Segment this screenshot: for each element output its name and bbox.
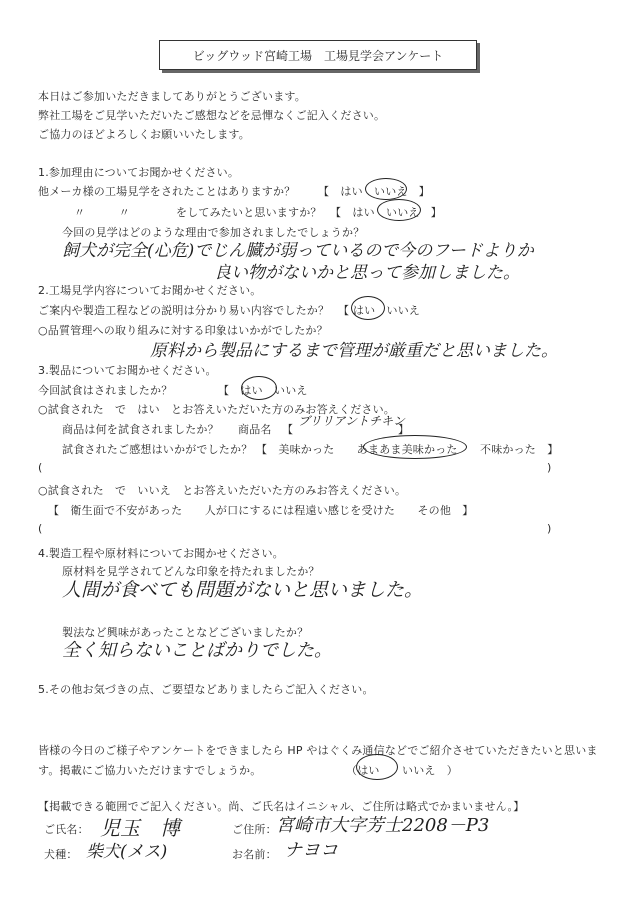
section-4-heading: 4.製造工程や原材料についてお聞かせください。	[38, 547, 284, 560]
answer-circle-mark	[351, 296, 385, 320]
s4-question-2: 製法など興味があったことなどございましたか？	[62, 626, 309, 639]
section-1-heading: 1.参加理由についてお聞かせください。	[38, 166, 240, 179]
s3-paren-open-1: (	[38, 461, 43, 474]
footer-dogname-value: ナヨコ	[284, 840, 338, 861]
s3-bracket-open: 【	[282, 423, 294, 436]
closing-line-2: す。掲載にご協力いただけますでしょうか。	[38, 764, 262, 777]
intro-line-3: ご協力のほどよろしくお願いいたします。	[38, 128, 250, 141]
s1-answer-3-line-2: 良い物がないかと思って参加しました。	[214, 263, 520, 283]
s3-question-5: ○試食された で いいえ とお答えいただいた方のみお答えください。	[38, 484, 407, 497]
s2-question-1-options: 【 はい いいえ	[338, 304, 421, 317]
section-5-heading: 5.その他お気づきの点、ご要望などありましたらご記入ください。	[38, 683, 374, 696]
footer-address-value: 宮崎市大字芳士2208－P3	[276, 815, 490, 836]
s3-bracket-close: 】	[398, 423, 410, 436]
intro-line-1: 本日はご参加いただきましてありがとうございます。	[38, 90, 306, 103]
s2-question-2: ○品質管理への取り組みに対する印象はいかがでしたか？	[38, 324, 328, 337]
closing-options: （はい いいえ ）	[346, 764, 458, 777]
s1-question-2: をしてみたいと思いますか？	[176, 206, 322, 219]
s3-question-1-options: 【 はい いいえ	[218, 384, 308, 397]
s1-question-2-options: 【 はい いいえ 】	[330, 206, 442, 219]
s3-answer-product: ブリリアントチキン	[298, 414, 405, 428]
s2-answer-2: 原料から製品にするまで管理が厳重だと思いました。	[150, 341, 558, 361]
footer-name-value: 児玉 博	[100, 816, 180, 840]
footer-dogname-label: お名前：	[232, 848, 277, 861]
s3-paren-close-2: )	[547, 522, 552, 535]
s3-question-4: 試食されたご感想はいかがでしたか？	[62, 443, 253, 456]
answer-circle-mark	[241, 376, 277, 400]
s2-question-1: ご案内や製造工程などの説明は分かり易い内容でしたか？	[38, 304, 330, 317]
s1-question-2-ditto: 〃 〃	[74, 206, 130, 219]
answer-circle-mark	[365, 178, 407, 200]
s3-product-label: 商品名	[238, 423, 272, 436]
intro-line-2: 弊社工場をご見学いただいたご感想などを忌憚なくご記入ください。	[38, 109, 386, 122]
s3-paren-open-2: (	[38, 522, 43, 535]
answer-circle-mark	[356, 754, 398, 780]
s4-answer-1: 人間が食べても問題がないと思いました。	[62, 579, 424, 601]
answer-circle-mark	[377, 199, 421, 221]
s3-question-4-options: 【 美味かった あまあま美味かった 不味かった 】	[256, 443, 559, 456]
s1-question-3: 今回の見学はどのような理由で参加されましたでしょうか？	[62, 226, 365, 239]
s1-question-1-options: 【 はい いいえ 】	[318, 185, 430, 198]
footer-name-label: ご氏名：	[44, 823, 89, 836]
footer-breed-value: 柴犬(メス)	[86, 842, 168, 862]
section-3-heading: 3.製品についてお聞かせください。	[38, 364, 217, 377]
footer-address-label: ご住所：	[232, 823, 277, 836]
s3-question-1: 今回試食はされましたか？	[38, 384, 173, 397]
s4-question-1: 原材料を見学されてどんな印象を持たれましたか？	[62, 565, 320, 578]
s3-question-3: 商品は何を試食されましたか？	[62, 423, 219, 436]
survey-title-box	[159, 40, 477, 70]
s1-question-1: 他メーカ様の工場見学をされたことはありますか？	[38, 185, 296, 198]
section-2-heading: 2.工場見学内容についてお聞かせください。	[38, 284, 262, 297]
s3-paren-close-1: )	[547, 461, 552, 474]
survey-title: ビッグウッド宮崎工場 工場見学会アンケート	[192, 48, 444, 63]
s4-answer-2: 全く知らないことばかりでした。	[62, 640, 332, 661]
footer-breed-label: 犬種：	[44, 848, 78, 861]
s1-answer-3-line-1: 飼犬が完全(心危)でじん臓が弱っているので今のフードよりか	[62, 241, 534, 261]
answer-circle-mark	[363, 435, 467, 459]
s3-question-2: ○試食された で はい とお答えいただいた方のみお答えください。	[38, 403, 395, 416]
s3-question-5-options: 【 衛生面で不安があった 人が口にするには程遠い感じを受けた その他 】	[48, 504, 474, 517]
closing-line-1: 皆様の今日のご様子やアンケートをできましたら HP やはぐくみ通信などでご紹介させていただきたいと思いま	[38, 744, 598, 757]
footer-note: 【掲載できる範囲でご記入ください。尚、ご氏名はイニシャル、ご住所は略式でかまいません。】	[38, 800, 525, 813]
